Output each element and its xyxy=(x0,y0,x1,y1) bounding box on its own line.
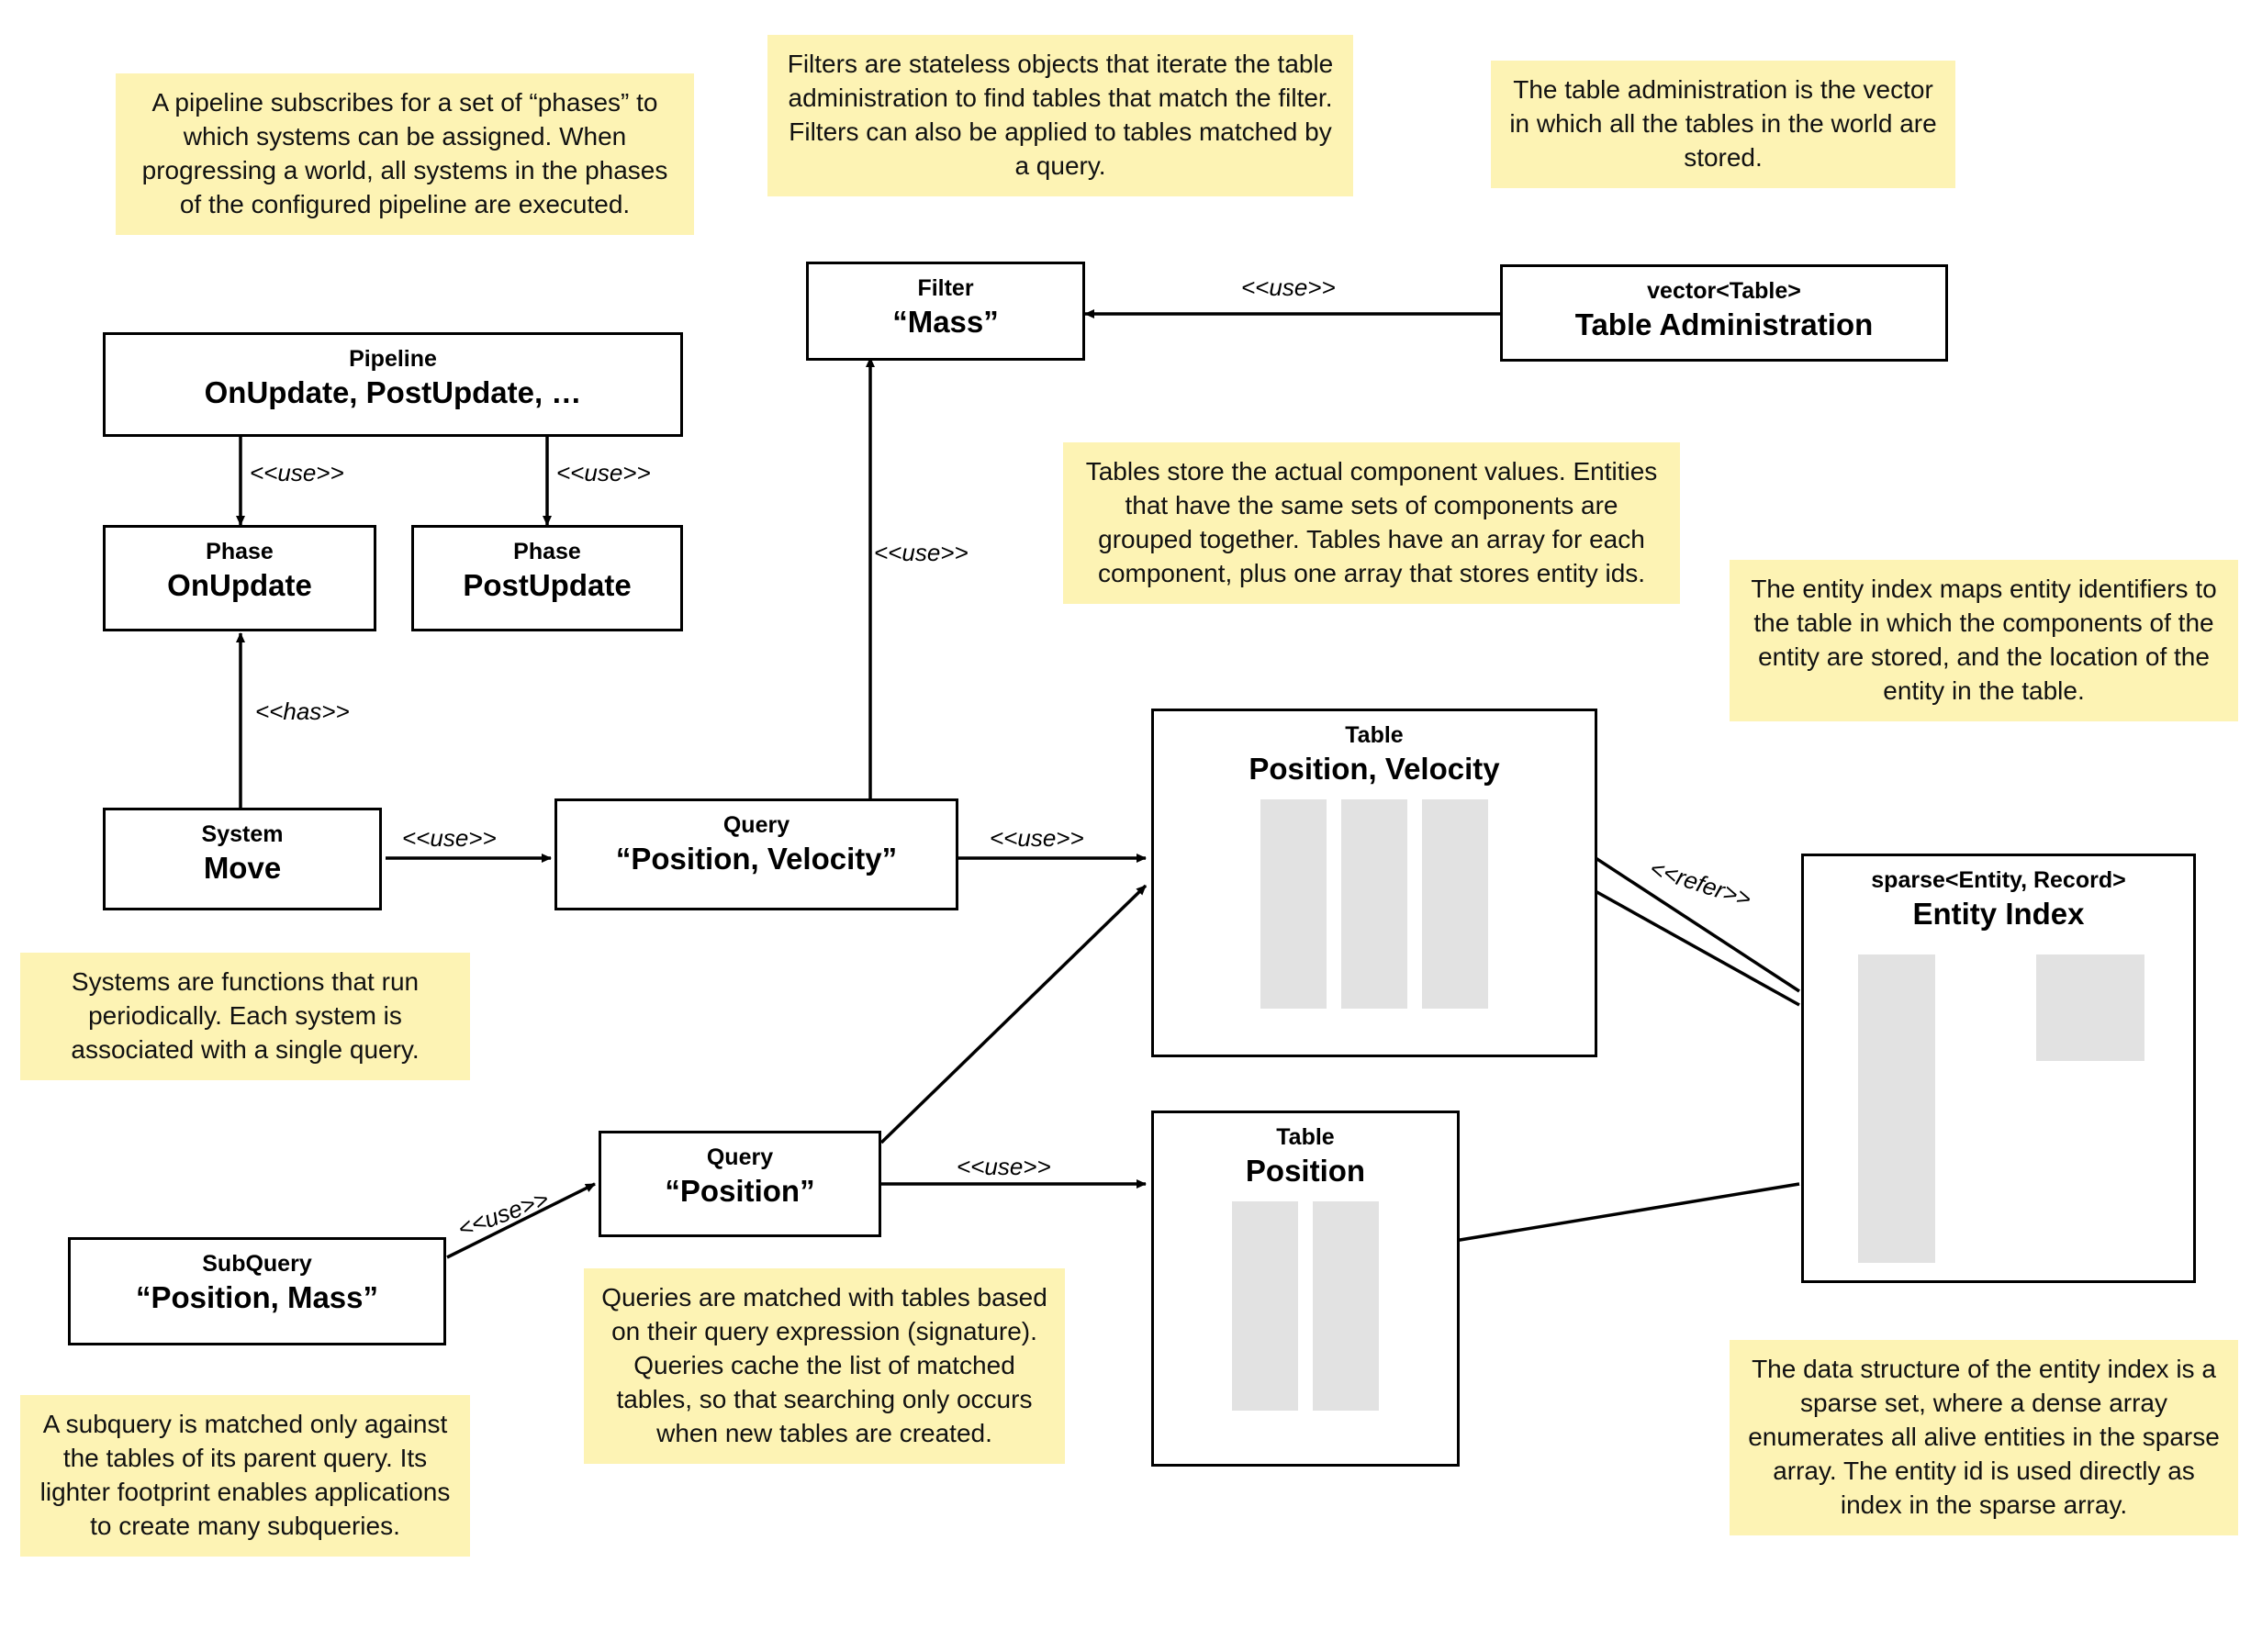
table-column xyxy=(1341,799,1407,1009)
table-columns xyxy=(1260,799,1488,1009)
edge-label-has-system-phase: <<has>> xyxy=(255,698,350,725)
node-stereotype: Phase xyxy=(206,539,274,564)
edge-label-use-pipeline-postupdate: <<use>> xyxy=(556,459,651,486)
edge-label-use-queryposition-tableposition: <<use>> xyxy=(957,1153,1051,1180)
table-columns xyxy=(1232,1201,1379,1411)
node-stereotype: Table xyxy=(1345,722,1404,748)
edge-label-use-pipeline-onupdate: <<use>> xyxy=(250,459,344,486)
note-systems xyxy=(20,953,470,1080)
node-title: Position, Velocity xyxy=(1249,751,1500,786)
node-stereotype: Pipeline xyxy=(349,346,437,372)
note-text: Systems are functions that run periodically. Each system is associated with a single query. xyxy=(71,967,420,1064)
node-title: “Mass” xyxy=(892,304,999,339)
node-system-move[interactable] xyxy=(103,808,382,910)
note-sparse-set xyxy=(1730,1340,2238,1535)
node-stereotype: System xyxy=(201,821,284,847)
node-stereotype: vector<Table> xyxy=(1647,278,1801,304)
note-filter xyxy=(767,35,1353,196)
edge-label-use-subquery-query: <<use>> xyxy=(454,1184,553,1244)
note-pipeline xyxy=(116,73,694,235)
edge-label-use-query-filter: <<use>> xyxy=(874,539,969,566)
entity-index-dense-array xyxy=(2036,954,2144,1061)
node-title: OnUpdate xyxy=(167,567,312,602)
node-title: Move xyxy=(203,850,282,885)
note-text: Tables store the actual component values. Entities that have the same sets of components are grouped together. Tables have an array for each component, plus one array that stores entity ids. xyxy=(1085,457,1658,587)
node-pipeline[interactable] xyxy=(103,332,683,437)
node-title: PostUpdate xyxy=(463,567,632,602)
node-stereotype: Query xyxy=(706,1144,774,1170)
edge-label-refer-entityindex-table: <<refer>> xyxy=(1646,854,1755,913)
edge-label-use-system-query: <<use>> xyxy=(402,824,497,852)
note-text: Filters are stateless objects that iterate the table administration to find tables that match the filter. Filters can also be applied to tables matched by a query. xyxy=(787,50,1334,180)
node-stereotype: Query xyxy=(722,812,790,838)
table-column xyxy=(1422,799,1488,1009)
node-title: “Position, Velocity” xyxy=(615,841,898,876)
note-entity-index xyxy=(1730,560,2238,721)
node-title: “Position” xyxy=(665,1173,815,1208)
node-stereotype: Filter xyxy=(917,275,974,301)
note-text: A pipeline subscribes for a set of “phases” to which systems can be assigned. When progressing a world, all systems in the phases of the configured pipeline are executed. xyxy=(141,88,668,218)
note-text: The entity index maps entity identifiers to the table in which the components of the entity are stored, and the location of the entity in the table. xyxy=(1751,575,2217,705)
note-subquery xyxy=(20,1395,470,1557)
node-phase-postupdate[interactable] xyxy=(411,525,683,631)
entity-index-sparse-array xyxy=(1858,954,1935,1263)
node-table-position[interactable] xyxy=(1151,1111,1460,1467)
node-title: Entity Index xyxy=(1912,896,2085,931)
node-subquery-position-mass[interactable] xyxy=(68,1237,446,1345)
edge-label-use-query-table: <<use>> xyxy=(990,824,1084,852)
node-title: “Position, Mass” xyxy=(135,1279,379,1314)
note-queries xyxy=(584,1268,1065,1464)
node-filter-mass[interactable] xyxy=(806,262,1085,361)
table-column xyxy=(1260,799,1327,1009)
node-title: Table Administration xyxy=(1574,307,1874,341)
note-text: Queries are matched with tables based on their query expression (signature). Queries cache the list of matched tables, so that searching only occurs when new tables are created. xyxy=(601,1283,1047,1447)
node-query-position-velocity[interactable] xyxy=(554,798,958,910)
node-stereotype: SubQuery xyxy=(202,1251,312,1277)
node-query-position[interactable] xyxy=(599,1131,881,1237)
node-stereotype: Table xyxy=(1276,1124,1335,1150)
note-text: The data structure of the entity index is a sparse set, where a dense array enumerates all alive entities in the sparse array. The entity id is used directly as index in the sparse array. xyxy=(1748,1355,2220,1519)
node-table-administration[interactable] xyxy=(1500,264,1948,362)
note-text: A subquery is matched only against the tables of its parent query. Its lighter footprint enables applications to create many subqueries. xyxy=(39,1410,451,1540)
node-phase-onupdate[interactable] xyxy=(103,525,376,631)
note-table-admin xyxy=(1491,61,1955,188)
node-stereotype: sparse<Entity, Record> xyxy=(1871,867,2126,893)
node-title: OnUpdate, PostUpdate, … xyxy=(204,374,582,409)
edge-label-use-tableadmin-filter: <<use>> xyxy=(1241,273,1336,301)
note-tables xyxy=(1063,442,1680,604)
table-column xyxy=(1313,1201,1379,1411)
node-table-position-velocity[interactable] xyxy=(1151,709,1597,1057)
table-column xyxy=(1232,1201,1298,1411)
node-title: Position xyxy=(1245,1153,1366,1188)
note-text: The table administration is the vector in which all the tables in the world are stored. xyxy=(1509,75,1937,172)
node-stereotype: Phase xyxy=(513,539,581,564)
